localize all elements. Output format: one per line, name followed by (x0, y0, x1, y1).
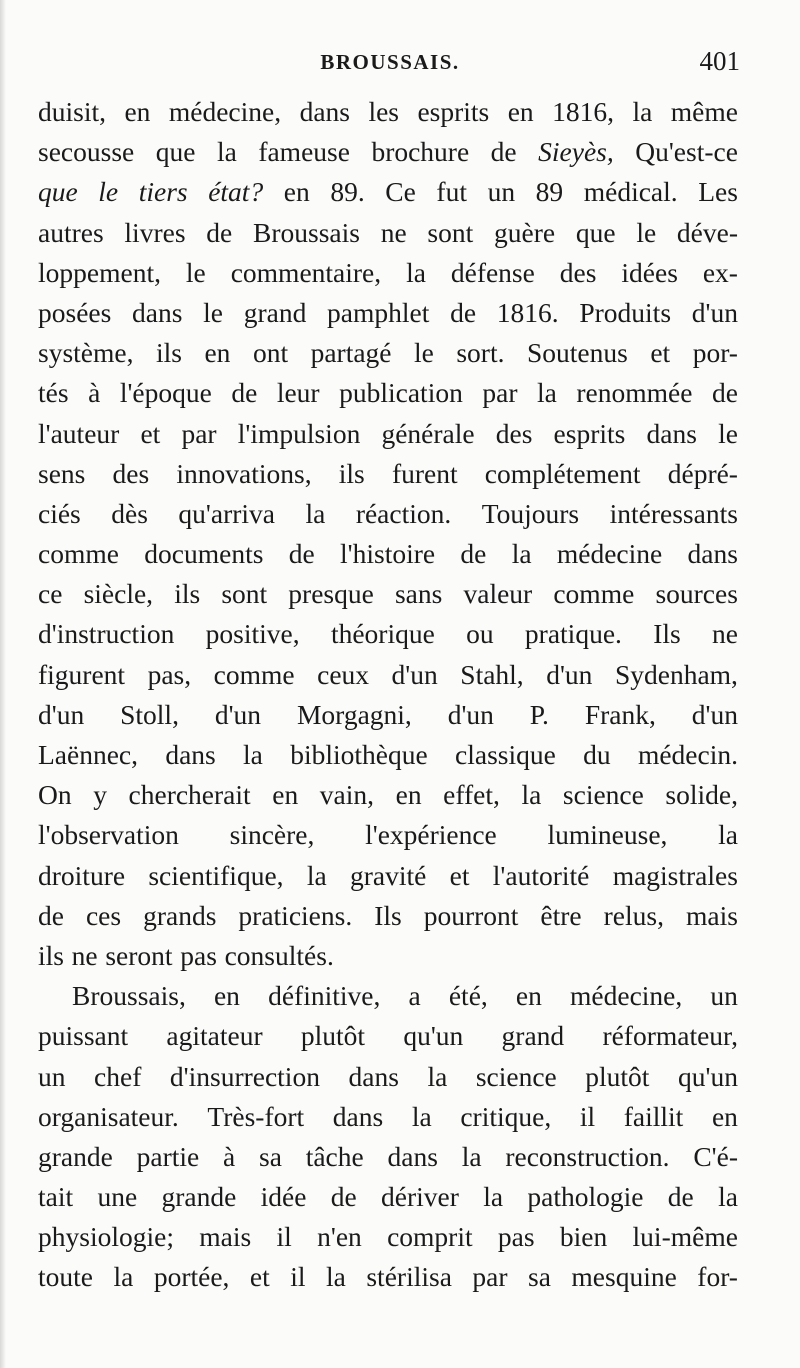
word: ils (38, 939, 64, 971)
text-line (38, 775, 738, 815)
word: sort. (456, 337, 505, 369)
word: par (482, 377, 518, 409)
text-line (38, 172, 738, 212)
word: Les (698, 176, 738, 208)
word: l'impulsion (237, 417, 361, 449)
word: P. (529, 698, 549, 730)
word: réformateur, (602, 1020, 738, 1052)
word: à (88, 377, 101, 409)
word: Ils (653, 618, 681, 650)
word: la (113, 1261, 134, 1293)
word: sources (655, 578, 738, 610)
word: tés (38, 377, 69, 409)
word: système, (38, 337, 134, 369)
word: relus, (603, 899, 664, 931)
text-line (38, 1016, 738, 1056)
word: l'autorité (492, 859, 590, 891)
word: en (272, 779, 299, 811)
word: dans (165, 739, 216, 770)
text-line (38, 454, 738, 494)
word: le (98, 176, 119, 208)
word: dériver (381, 1181, 459, 1213)
word: le (185, 256, 206, 288)
word: ou (466, 618, 494, 650)
word: en (395, 779, 422, 811)
word: bien (559, 1221, 608, 1253)
word: lui-même (632, 1221, 738, 1253)
word: agitateur (166, 1020, 263, 1052)
word: que (155, 136, 196, 168)
word: gravité (349, 859, 427, 891)
word: solide, (665, 779, 738, 811)
word: idées (621, 256, 678, 288)
running-head: BROUSSAIS. (320, 50, 460, 74)
word: une (97, 1181, 138, 1213)
word: pratique. (524, 618, 622, 650)
word: Soutenus (526, 337, 628, 369)
word: praticiens. (238, 899, 353, 931)
text-line (38, 735, 738, 775)
word: dans (387, 1140, 438, 1172)
word: Sydenham, (614, 658, 738, 690)
word: qu'un (403, 1020, 464, 1052)
word: furent (391, 457, 458, 489)
word: grande (38, 1140, 113, 1172)
word: Stahl, (460, 658, 524, 690)
word: réaction. (355, 497, 452, 529)
word: fut (436, 176, 467, 208)
word: Broussais, (72, 980, 186, 1012)
word: la (632, 96, 653, 127)
word: des (559, 256, 597, 288)
word: Stoll, (120, 698, 179, 730)
word: dès (111, 497, 148, 529)
word: comme (553, 578, 635, 610)
text-line (38, 494, 738, 534)
word: d'un (391, 658, 438, 690)
word: C'é- (693, 1140, 738, 1172)
word: médecine (556, 538, 663, 570)
word: le (718, 417, 738, 449)
word: livres (124, 216, 186, 248)
word: dans (348, 1060, 399, 1092)
word: de (450, 296, 477, 328)
word: n'en (317, 1221, 362, 1253)
word: pas (180, 939, 217, 971)
word: dans (299, 96, 350, 127)
word: intéressants (609, 497, 738, 529)
word: for- (697, 1261, 738, 1293)
word: fameuse (258, 136, 350, 168)
word: guère (494, 216, 556, 248)
word: la (718, 819, 738, 851)
word: dans (132, 296, 183, 328)
word: ils (338, 457, 365, 489)
word: la (216, 136, 237, 168)
word: ex- (702, 256, 738, 288)
word: d'insurrection (169, 1060, 320, 1092)
page-header (40, 44, 740, 84)
word: Laënnec, (38, 739, 138, 770)
word: autres (38, 216, 104, 248)
word: et (140, 417, 161, 449)
word: commentaire, (230, 256, 382, 288)
word: Sieyès, (538, 136, 614, 168)
word: et (650, 337, 671, 369)
word: d'un (546, 658, 593, 690)
word: été, (448, 980, 488, 1012)
word: qu'arriva (178, 497, 275, 529)
text-line (38, 1177, 738, 1217)
word: dans (646, 417, 697, 449)
word: la (427, 1060, 448, 1092)
word: la (521, 779, 542, 811)
word: de (330, 1181, 357, 1213)
word: d'un (214, 698, 262, 730)
word: secousse (38, 136, 135, 168)
word: partie (136, 1140, 200, 1172)
word: médical. (583, 176, 678, 208)
word: ne (380, 216, 407, 248)
word: la (305, 497, 326, 529)
word: science (562, 779, 644, 811)
word: brochure (371, 136, 470, 168)
text-line (38, 92, 738, 132)
word: en (204, 337, 231, 369)
word: l'expérience (365, 819, 497, 851)
text-line (38, 1137, 738, 1177)
word: loppement, (38, 256, 161, 288)
text-line (38, 896, 738, 936)
text-line (38, 253, 738, 293)
word: a (408, 980, 421, 1012)
word: même (670, 96, 738, 127)
word: que (38, 176, 78, 208)
word: esprits (417, 96, 490, 127)
word: théorique (330, 618, 435, 650)
word: 89. (330, 176, 365, 208)
word: pourront (423, 899, 519, 931)
word: il (276, 1221, 292, 1253)
word: un (710, 980, 738, 1012)
word: en (213, 980, 240, 1012)
word: médecin. (637, 739, 738, 770)
word: définitive, (268, 980, 381, 1012)
word: défense (450, 256, 535, 288)
text-line (38, 655, 738, 695)
word: par (472, 1261, 508, 1293)
text-line (38, 1257, 738, 1297)
word: sans (394, 578, 443, 610)
word: grands (143, 899, 217, 931)
word: médecine, (570, 980, 683, 1012)
word: Morgagni, (296, 698, 412, 730)
word: dans (687, 538, 738, 570)
word: tait (38, 1181, 74, 1213)
text-line (38, 333, 738, 373)
word: Frank, (584, 698, 656, 730)
word: consultés. (224, 939, 334, 971)
word: mesquine (571, 1261, 677, 1293)
word: 1816, (552, 96, 615, 127)
word: la (483, 1181, 504, 1213)
word: presque (288, 578, 374, 610)
word: ont (252, 337, 289, 369)
word: vain, (319, 779, 375, 811)
word: déve- (676, 216, 738, 248)
word: comme (38, 538, 119, 570)
word: ils (155, 337, 182, 369)
word: toute (38, 1261, 93, 1293)
word: plutôt (585, 1060, 650, 1092)
word: grand (501, 1020, 565, 1052)
text-line (38, 414, 738, 454)
word: la (537, 377, 557, 409)
word: de (206, 216, 233, 248)
word: magistrales (612, 859, 738, 891)
word: grand (243, 296, 307, 328)
word: publication (339, 377, 463, 409)
word: chef (94, 1060, 142, 1092)
word: sens (38, 457, 86, 489)
text-line (38, 574, 738, 614)
word: mais (685, 899, 738, 931)
word: ces (85, 899, 122, 931)
word: à (223, 1140, 236, 1172)
text-line (38, 815, 738, 855)
word: Qu'est-ce (635, 136, 738, 168)
text-line (38, 976, 738, 1016)
word: l'observation (38, 819, 179, 851)
word: d'un (38, 698, 85, 730)
word: des (495, 417, 533, 449)
text-line (38, 614, 738, 654)
word: posées (38, 296, 112, 328)
word: organisateur. (38, 1100, 179, 1132)
word: Ils (374, 899, 402, 931)
word: la (326, 1261, 346, 1293)
word: innovations, (176, 457, 312, 489)
word: un (38, 1060, 66, 1092)
word: critique, (460, 1100, 552, 1132)
word: duisit, (38, 96, 106, 127)
word: en (711, 1100, 738, 1132)
word: en (283, 176, 310, 208)
word: chercherait (128, 779, 251, 811)
word: le (414, 337, 434, 369)
word: que (575, 216, 616, 248)
word: de (490, 136, 517, 168)
word: en (515, 980, 542, 1012)
word: d'instruction (38, 618, 175, 650)
word: siècle, (83, 578, 154, 610)
word: esprits (553, 417, 626, 449)
word: scientifique, (148, 859, 284, 891)
word: On (38, 779, 72, 811)
word: complétement (484, 457, 641, 489)
word: la (411, 1100, 432, 1132)
word: d'un (691, 698, 738, 730)
word: de (38, 899, 64, 931)
word: 89 (535, 176, 564, 208)
word: l'auteur (38, 417, 120, 449)
word: ne (712, 618, 738, 650)
word: tiers (138, 176, 188, 208)
text-line (38, 373, 738, 413)
word: un (487, 176, 516, 208)
text-line (38, 132, 738, 172)
word: idée (260, 1181, 307, 1213)
word: ciés (38, 497, 81, 529)
word: puissant (38, 1020, 129, 1052)
word: par (181, 417, 217, 449)
word: documents (144, 538, 264, 570)
body-text (38, 92, 738, 1298)
page-edge-shadow (0, 0, 6, 1368)
word: ce (38, 578, 63, 610)
word: comme (213, 658, 295, 690)
text-line (38, 695, 738, 735)
word: en (124, 96, 151, 127)
word: plutôt (300, 1020, 366, 1052)
word: portée, (153, 1261, 230, 1293)
word: stérilisa (366, 1261, 452, 1293)
word: physiologie; (38, 1221, 174, 1253)
word: pas (497, 1221, 535, 1253)
word: de (460, 538, 487, 570)
word: générale (381, 417, 475, 449)
word: seront (105, 939, 173, 971)
word: grande (161, 1181, 237, 1213)
word: de (231, 377, 258, 409)
word: état? (208, 176, 264, 208)
word: la (461, 1140, 482, 1172)
word: por- (692, 337, 738, 369)
word: ceux (317, 658, 370, 690)
word: ils (174, 578, 201, 610)
word: de (667, 1181, 694, 1213)
text-line (38, 1097, 738, 1137)
word: être (540, 899, 582, 931)
word: renommée (576, 377, 693, 409)
word: la (406, 256, 426, 288)
word: il (579, 1100, 596, 1132)
word: il (290, 1261, 306, 1293)
word: ne (71, 939, 98, 971)
word: comprit (387, 1221, 473, 1253)
text-line (38, 1057, 738, 1097)
word: 1816. (496, 296, 559, 328)
word: le (636, 216, 657, 248)
word: la (306, 859, 327, 891)
word: Produits (579, 296, 672, 328)
text-line (38, 293, 738, 333)
word: sincère, (229, 819, 315, 851)
word: en (507, 96, 534, 127)
word: et (449, 859, 470, 891)
word: Toujours (481, 497, 580, 529)
word: pas, (147, 658, 192, 690)
word: positive, (205, 618, 300, 650)
word: des (112, 457, 150, 489)
text-line (38, 936, 738, 976)
word: effet, (443, 779, 500, 811)
word: partagé (310, 337, 392, 369)
word: sa (259, 1140, 282, 1172)
word: médecine, (168, 96, 282, 127)
word: dans (332, 1100, 384, 1132)
word: Très-fort (207, 1100, 305, 1132)
word: valeur (463, 578, 533, 610)
word: figurent (38, 658, 126, 690)
word: le (203, 296, 224, 328)
word: sa (528, 1261, 551, 1293)
word: classique (455, 739, 556, 770)
word: et (249, 1261, 270, 1293)
word: sont (221, 578, 268, 610)
word: Broussais (253, 216, 360, 248)
word: mais (199, 1221, 252, 1253)
word: la (718, 1181, 738, 1213)
word: de (711, 377, 738, 409)
word: d'un (447, 698, 494, 730)
text-line (38, 534, 738, 574)
word: droiture (38, 859, 126, 891)
word: faillit (623, 1100, 684, 1132)
word: la (243, 739, 263, 770)
text-line (38, 213, 738, 253)
word: sont (427, 216, 474, 248)
word: bibliothèque (290, 739, 428, 770)
word: la (511, 538, 532, 570)
text-line (38, 1217, 738, 1257)
word: lumineuse, (547, 819, 668, 851)
word: dépré- (667, 457, 738, 489)
word: reconstruction. (505, 1140, 670, 1172)
word: pamphlet (327, 296, 430, 328)
word: pathologie (527, 1181, 644, 1213)
word: Ce (385, 176, 416, 208)
word: science (475, 1060, 557, 1092)
word: les (368, 96, 399, 127)
word: de (288, 538, 315, 570)
text-line (38, 856, 738, 896)
word: leur (276, 377, 320, 409)
word: tâche (305, 1140, 364, 1172)
word: qu'un (677, 1060, 738, 1092)
page-number: 401 (699, 46, 740, 76)
word: l'époque (119, 377, 212, 409)
word: du (583, 739, 611, 770)
word: d'un (691, 296, 738, 328)
word: l'histoire (340, 538, 436, 570)
word: y (93, 779, 107, 811)
